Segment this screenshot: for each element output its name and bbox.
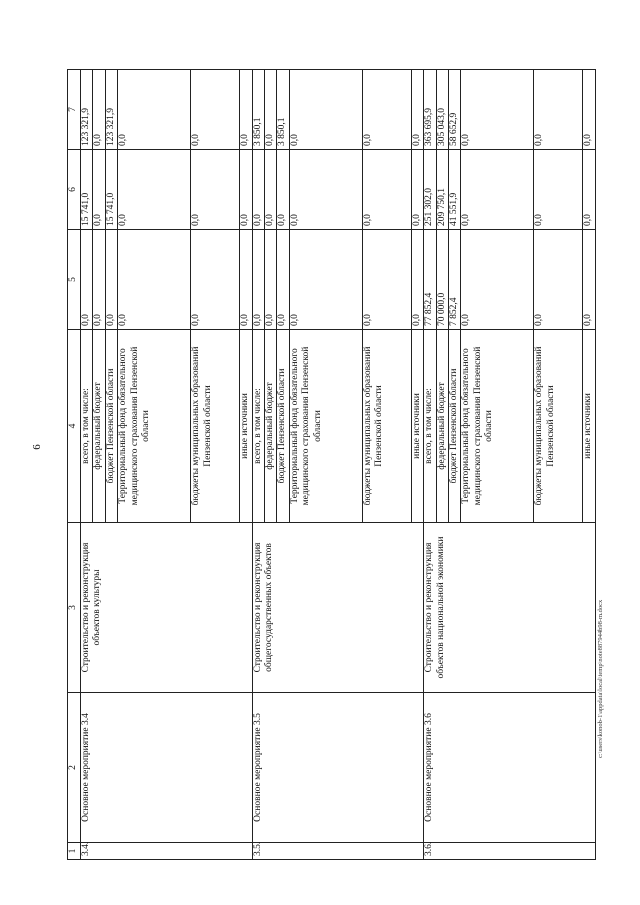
measure-number: 3.6. (424, 843, 596, 860)
rotated-page (67, 70, 594, 860)
funding-source-label: федеральный бюджет (93, 330, 105, 523)
funding-source-label: бюджеты муниципальных образований Пензенской области (362, 330, 411, 523)
amount-cell: 0,0 (252, 230, 264, 330)
amount-cell: 0,0 (252, 150, 264, 230)
amount-cell: 209 750,1 (436, 150, 448, 230)
amount-cell: 0,0 (289, 70, 362, 150)
amount-cell: 0,0 (240, 150, 252, 230)
funding-source-label: иные источники (583, 330, 595, 523)
amount-cell: 0,0 (411, 70, 423, 150)
funding-source-label: Территориальный фонд обязательного медицинского страхования Пензенской области (461, 330, 534, 523)
measure-name: Основное мероприятие 3.6 (424, 693, 596, 843)
measure-name: Основное мероприятие 3.5 (252, 693, 424, 843)
header-cell: 4 (68, 330, 81, 523)
footer-file-path: c:\users\konob-1\appdata\local\temp\note887944b98-m.docx (597, 599, 604, 758)
funding-source-label: бюджеты муниципальных образований Пензенской области (534, 330, 583, 523)
amount-cell: 0,0 (191, 150, 240, 230)
table-row (81, 70, 93, 860)
amount-cell: 0,0 (265, 70, 277, 150)
funding-source-label: федеральный бюджет (265, 330, 277, 523)
measure-description: Строительство и реконструкция общегосударственных объектов (252, 523, 424, 693)
amount-cell: 0,0 (191, 70, 240, 150)
amount-cell: 0,0 (583, 230, 595, 330)
header-cell: 3 (68, 523, 81, 693)
measure-description: Строительство и реконструкция объектов культуры (81, 523, 253, 693)
measure-name: Основное мероприятие 3.4 (81, 693, 253, 843)
funding-source-label: бюджет Пензенской области (105, 330, 117, 523)
amount-cell: 58 652,9 (449, 70, 461, 150)
amount-cell: 0,0 (240, 230, 252, 330)
funding-source-label: всего, в том числе: (424, 330, 436, 523)
amount-cell: 0,0 (105, 230, 117, 330)
amount-cell: 0,0 (461, 150, 534, 230)
amount-cell: 0,0 (362, 230, 411, 330)
measure-number: 3.5. (252, 843, 424, 860)
amount-cell: 15 741,0 (105, 150, 117, 230)
amount-cell: 123 321,9 (105, 70, 117, 150)
funding-source-label: иные источники (411, 330, 423, 523)
funding-source-label: бюджет Пензенской области (277, 330, 289, 523)
amount-cell: 0,0 (265, 230, 277, 330)
amount-cell: 123 321,9 (81, 70, 93, 150)
amount-cell: 41 551,9 (449, 150, 461, 230)
amount-cell: 305 043,0 (436, 70, 448, 150)
table-row (424, 70, 436, 860)
amount-cell: 77 852,4 (424, 230, 436, 330)
funding-source-label: всего, в том числе: (81, 330, 93, 523)
header-cell: 7 (68, 70, 81, 150)
amount-cell: 363 695,9 (424, 70, 436, 150)
amount-cell: 0,0 (277, 150, 289, 230)
amount-cell: 3 850,1 (252, 70, 264, 150)
header-cell: 2 (68, 693, 81, 843)
header-cell: 5 (68, 230, 81, 330)
amount-cell: 0,0 (362, 150, 411, 230)
amount-cell: 0,0 (93, 150, 105, 230)
amount-cell: 0,0 (240, 70, 252, 150)
funding-source-label: федеральный бюджет (436, 330, 448, 523)
header-cell: 1 (68, 843, 81, 860)
amount-cell: 0,0 (289, 150, 362, 230)
funding-source-label: Территориальный фонд обязательного медицинского страхования Пензенской области (289, 330, 362, 523)
header-cell: 6 (68, 150, 81, 230)
funding-source-label: бюджет Пензенской области (449, 330, 461, 523)
amount-cell: 3 850,1 (277, 70, 289, 150)
funding-source-label: Территориальный фонд обязательного медицинского страхования Пензенской области (118, 330, 191, 523)
funding-source-label: иные источники (240, 330, 252, 523)
amount-cell: 0,0 (461, 70, 534, 150)
amount-cell: 0,0 (362, 70, 411, 150)
amount-cell: 0,0 (411, 230, 423, 330)
amount-cell: 70 000,0 (436, 230, 448, 330)
amount-cell: 0,0 (534, 230, 583, 330)
budget-table-body (68, 70, 596, 860)
amount-cell: 0,0 (534, 150, 583, 230)
amount-cell: 0,0 (118, 150, 191, 230)
page-number: 6 (30, 444, 43, 450)
amount-cell: 0,0 (277, 230, 289, 330)
amount-cell: 0,0 (118, 70, 191, 150)
amount-cell: 0,0 (289, 230, 362, 330)
measure-description: Строительство и реконструкция объектов национальной экономики (424, 523, 596, 693)
budget-table (67, 69, 596, 860)
amount-cell: 0,0 (191, 230, 240, 330)
amount-cell: 0,0 (411, 150, 423, 230)
amount-cell: 7 852,4 (449, 230, 461, 330)
amount-cell: 0,0 (93, 70, 105, 150)
header-row (68, 70, 81, 860)
amount-cell: 0,0 (265, 150, 277, 230)
amount-cell: 0,0 (461, 230, 534, 330)
amount-cell: 0,0 (93, 230, 105, 330)
funding-source-label: бюджеты муниципальных образований Пензенской области (191, 330, 240, 523)
amount-cell: 0,0 (81, 230, 93, 330)
amount-cell: 0,0 (534, 70, 583, 150)
amount-cell: 0,0 (118, 230, 191, 330)
amount-cell: 0,0 (583, 70, 595, 150)
funding-source-label: всего, в том числе: (252, 330, 264, 523)
table-row (252, 70, 264, 860)
amount-cell: 251 302,0 (424, 150, 436, 230)
amount-cell: 0,0 (583, 150, 595, 230)
amount-cell: 15 741,0 (81, 150, 93, 230)
measure-number: 3.4. (81, 843, 253, 860)
